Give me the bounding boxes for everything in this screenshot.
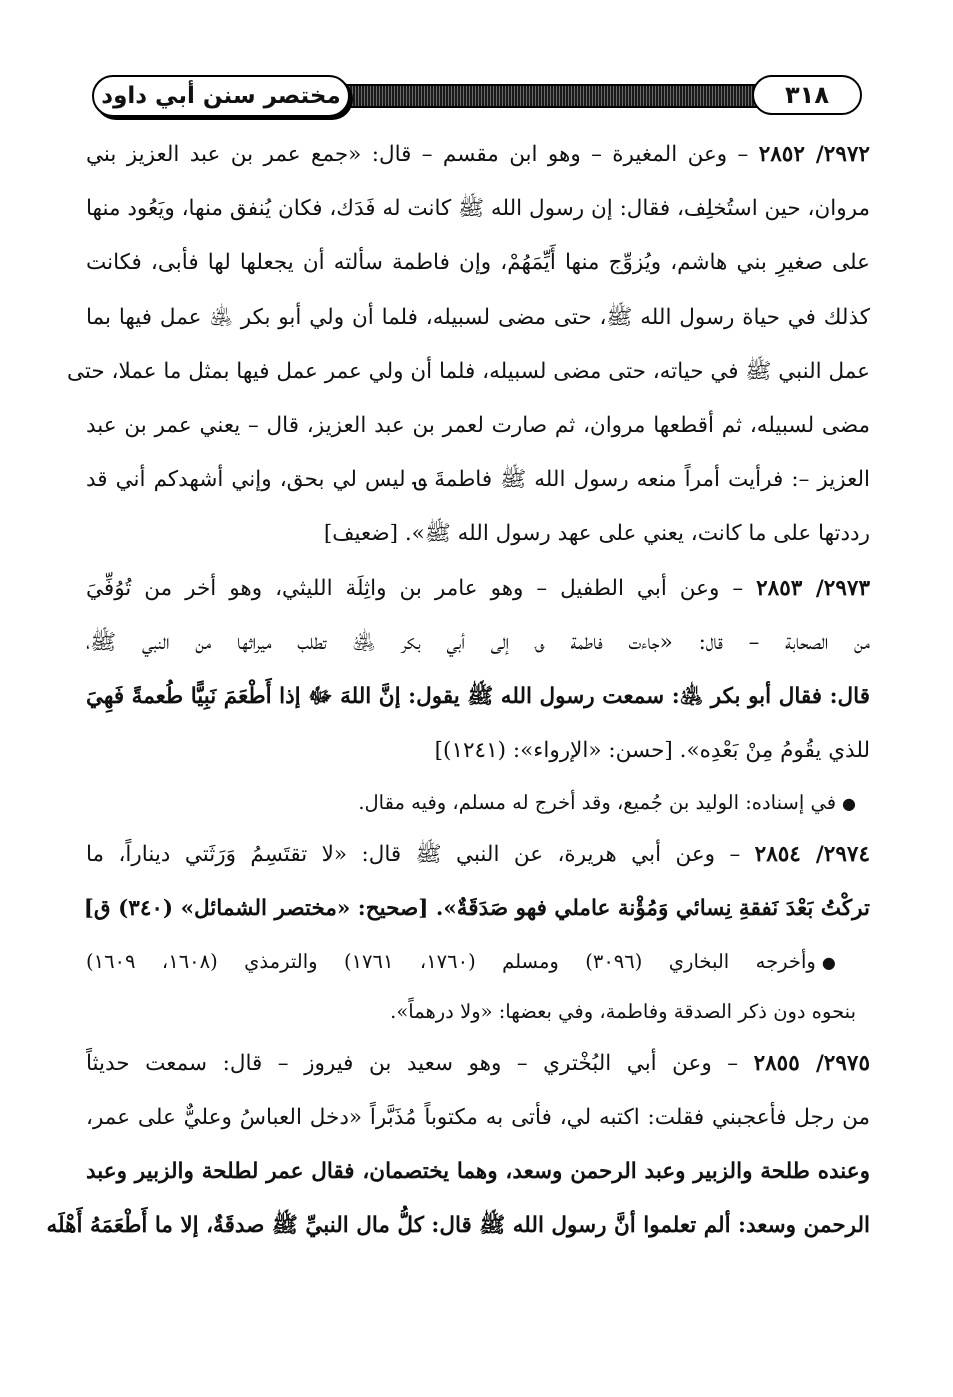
footnote-text: وأخرجه البخاري (٣٠٩٦) ومسلم (١٧٦٠، ١٧٦١) والترمذي (١٦٠٨، ١٦٠٩) [86,949,816,973]
bullet-icon: ● [821,952,856,972]
hadith-line: من رجل فأعجبني فقلت: اكتبه لي، فأتى به مكتوباً مُذَبَّراً «دخل العباسُ وعليٌّ على عمر، [86,1104,870,1130]
hadith-line: مضى لسبيله، ثم أقطعها مروان، ثم صارت لعمر بن عبد العزيز، قال – يعني عمر بن عبد [86,412,870,438]
footnote-line: بنحوه دون ذكر الصدقة وفاطمة، وفي بعضها: «ولا درهماً». [390,999,856,1023]
hadith-line: كذلك في حياة رسول الله ﷺ، حتى مضى لسبيله، فلما أن ولي أبو بكر ﵁ عمل فيها بما [86,304,870,330]
hadith-line: للذي يقُومُ مِنْ بَعْدِه». [حسن: «الإرواء»: (١٢٤١)] [434,738,870,764]
hadith-text: – وعن المغيرة – وهو ابن مقسم – قال: «جمع عمر بن عبد العزيز بني [86,142,759,167]
hadith-line: وعنده طلحة والزبير وعبد الرحمن وسعد، وهما يختصمان، فقال عمر لطلحة والزبير وعبد [86,1159,870,1184]
hadith-line: قال: فقال أبو بكر ﵁: سمعت رسول الله ﷺ يقول: إنَّ اللهَ ﷻ إذا أَطْعَمَ نَبِيًّا طُعمةً فَهِيَ [86,683,870,709]
book-title: مختصر سنن أبي داود [92,75,350,117]
footnote-line [86,937,870,987]
bullet-icon: ● [842,794,856,814]
hadith-line [86,828,870,882]
hadith-number: ٢٩٧٣/ ٢٨٥٣ [756,575,870,601]
hadith-line [86,128,870,182]
hadith-number: ٢٩٧٢/ ٢٨٥٢ [758,142,870,167]
hadith-number: ٢٩٧٥/ ٢٨٥٥ [753,1050,870,1076]
hadith-line: مروان، حين استُخلِف، فقال: إن رسول الله ﷺ كانت له فَدَك، فكان يُنفق منها، ويَعُود منها [86,196,870,222]
hadith-number: ٢٩٧٤/ ٢٨٥٤ [754,842,870,868]
hadith-line: رددتها على ما كانت، يعني على عهد رسول الله ﷺ». [ضعيف] [323,521,870,547]
hadith-text: – وعن أبي هريرة، عن النبي ﷺ قال: «لا تقتَسِمُ وَرَثَتي ديناراً، ما [86,842,755,868]
hadith-text: – وعن أبي البُخْتري – وهو سعيد بن فيروز – قال: سمعت حديثاً [86,1050,754,1076]
hadith-line [86,1037,870,1091]
page-body [46,128,870,1253]
hadith-line: من الصحابة – قال: «جاءت فاطمة ؈ إلى أبي بكر ﵁ تطلب ميراثها من النبي ﷺ، [86,629,870,655]
hadith-line: الرحمن وسعد: ألم تعلموا أنَّ رسول الله ﷺ قال: كلُّ مال النبيِّ ﷺ صدقَةٌ، إلا ما أَطْعَمَهُ أَهْلَه [46,1213,870,1239]
page-number: ٣١٨ [752,75,862,115]
hadith-line [86,562,870,616]
hadith-line: العزيز –: فرأيت أمراً منعه رسول الله ﷺ فاطمةَ ؈ ليس لي بحق، وإني أشهدكم أني قد [86,467,870,493]
hadith-line: تركْتُ بَعْدَ نَفقةِ نِسائي وَمُؤْنة عاملي فهو صَدَقَةٌ». [صحيح: «مختصر الشمائل» (٣٤٠) ق] [83,896,870,922]
footnote-line [86,778,870,828]
hadith-line: على صغيرِ بني هاشم، ويُزوِّج منها أَيِّمَهُمْ، وإن فاطمة سألته أن يجعلها لها فأبى، فكانت [86,250,870,276]
page-header [92,72,862,118]
hadith-text: – وعن أبي الطفيل – وهو عامر بن واثِلَة الليثي، وهو أخر من تُوُفِّيَ [86,575,757,601]
hadith-line: عمل النبي ﷺ في حياته، حتى مضى لسبيله، فلما أن ولي عمر عمل فيها بمثل ما عملا، حتى [66,358,870,384]
header-decorative-bar [332,84,762,108]
footnote-text: في إسناده: الوليد بن جُميع، وقد أخرج له مسلم، وفيه مقال. [358,791,837,815]
